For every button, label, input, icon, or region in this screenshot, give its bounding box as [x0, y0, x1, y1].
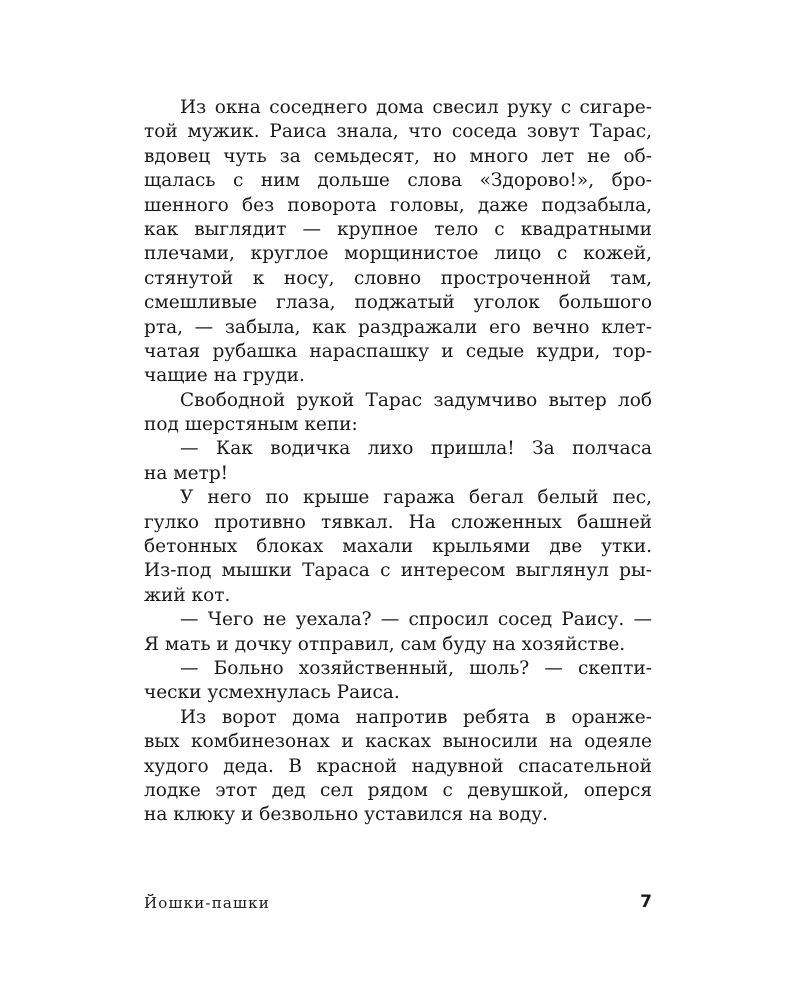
text-line: У него по крыше гаража бегал белый пес, [180, 487, 652, 509]
text-line: Из окна соседнего дома свесил руку с сигаре- [180, 97, 652, 118]
text-line: плечами, круглое морщинистое лицо с кожей, [144, 243, 652, 265]
text-line: Свободной рукой Тарас задумчиво вытер лоб [180, 389, 652, 411]
text-line: чески усмехнулась Раиса. [144, 682, 400, 704]
text-line: чатая рубашка нараспашку и седые кудри, тор- [144, 340, 652, 362]
page-number: 7 [640, 892, 652, 912]
text-line: вдовец чуть за семьдесят, но много лет не об- [144, 145, 652, 167]
running-footer-title: Йошки-пашки [144, 894, 270, 912]
text-line: стянутой к носу, словно простроченной там, [144, 267, 652, 289]
text-line: — Больно хозяйственный, шоль? — скепти- [180, 657, 652, 679]
text-line: жий кот. [144, 584, 231, 606]
text-line: на клюку и безвольно уставился на воду. [144, 804, 548, 826]
body-text [144, 96, 652, 828]
text-line: под шерстяным кепи: [144, 414, 358, 436]
text-line: чащие на груди. [144, 365, 305, 387]
text-line: на метр! [144, 462, 229, 484]
text-line: гулко противно тявкал. На сложенных башней [144, 511, 652, 533]
text-line: шенного без поворота головы, даже подзабыла, [144, 194, 652, 216]
text-line: той мужик. Раиса знала, что соседа зовут Тарас, [144, 121, 652, 143]
text-line: смешливые глаза, поджатый уголок большого [144, 292, 652, 314]
text-line: лодке этот дед сел рядом с девушкой, оперся [144, 779, 652, 801]
text-line: как выглядит — крупное тело с квадратными [144, 218, 652, 240]
text-line: бетонных блоках махали крыльями две утки. [144, 536, 652, 558]
text-line: — Как водичка лихо пришла! За полчаса [180, 438, 652, 460]
text-line: вых комбинезонах и касках выносили на одеяле [144, 731, 652, 753]
text-line: рта, — забыла, как раздражали его вечно клет- [144, 316, 652, 338]
text-line: Из ворот дома напротив ребята в оранже- [180, 706, 652, 728]
text-line: худого деда. В красной надувной спасательной [144, 755, 652, 777]
text-line: Из-под мышки Тараса с интересом выглянул ры- [144, 560, 652, 582]
text-line: Я мать и дочку отправил, сам буду на хозяйстве. [144, 633, 626, 655]
text-line: щалась с ним дольше слова «Здорово!», бро- [144, 170, 652, 192]
text-line: — Чего не уехала? — спросил сосед Раису. — [180, 609, 652, 631]
